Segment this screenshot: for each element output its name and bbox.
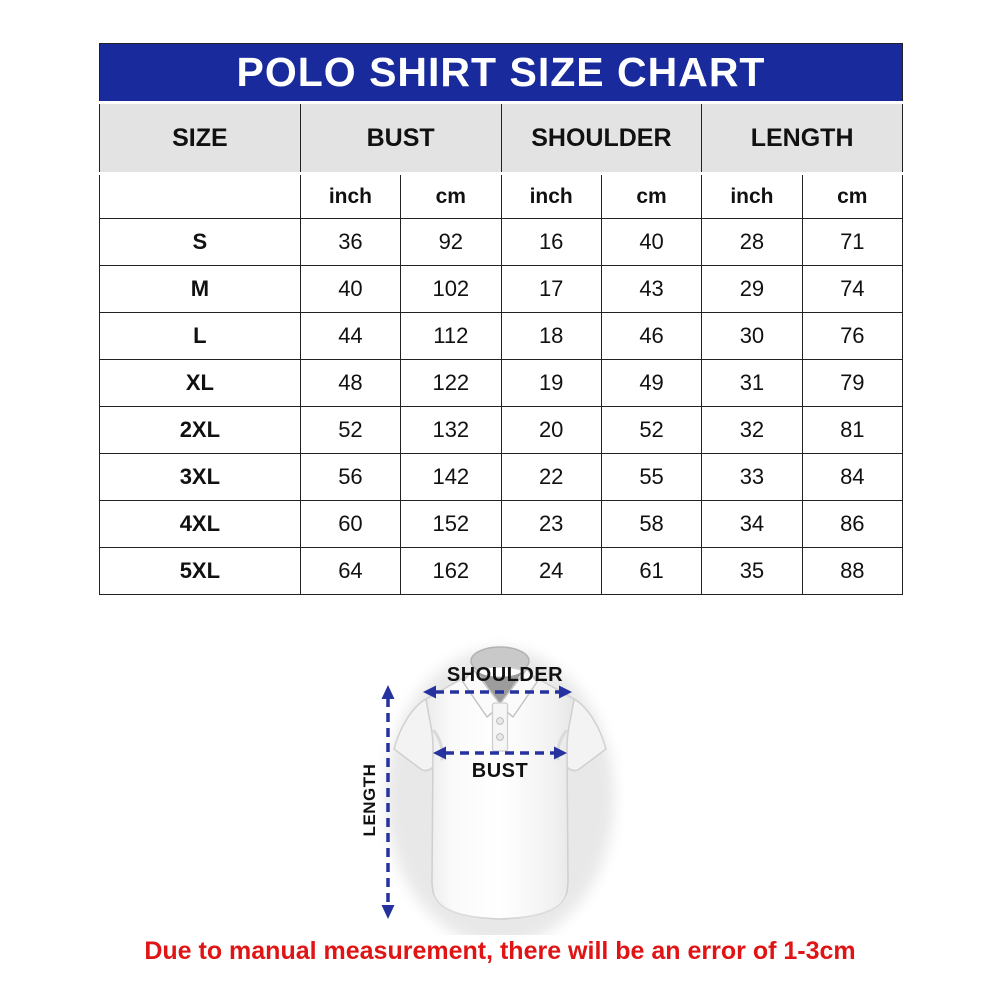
shoulder-label: SHOULDER [446,664,564,686]
cell: 56 [300,454,400,501]
unit-header-row [100,174,903,219]
size-cell: S [100,219,301,266]
measurement-note: Due to manual measurement, there will be an error of 1-3cm [144,937,856,965]
cell: 162 [401,548,501,595]
cell: 61 [601,548,701,595]
size-cell: 4XL [100,501,301,548]
cell: 112 [401,313,501,360]
table-row [100,548,903,595]
unit-cell: inch [702,174,802,219]
cell: 17 [501,266,601,313]
cell: 84 [802,454,902,501]
table-row [100,454,903,501]
cell: 49 [601,360,701,407]
cell: 58 [601,501,701,548]
cell: 22 [501,454,601,501]
unit-blank-cell [100,174,301,219]
cell: 60 [300,501,400,548]
cell: 92 [401,219,501,266]
bust-label: BUST [471,760,529,782]
cell: 23 [501,501,601,548]
cell: 28 [702,219,802,266]
table-row [100,266,903,313]
table-row [100,219,903,266]
header-bust: BUST [300,103,501,174]
cell: 40 [300,266,400,313]
cell: 52 [300,407,400,454]
cell: 29 [702,266,802,313]
cell: 44 [300,313,400,360]
cell: 132 [401,407,501,454]
button-top [497,718,504,725]
unit-cell: cm [601,174,701,219]
cell: 43 [601,266,701,313]
size-chart [99,43,903,595]
unit-cell: inch [501,174,601,219]
cell: 122 [401,360,501,407]
cell: 74 [802,266,902,313]
cell: 79 [802,360,902,407]
placket [493,703,508,751]
table-row [100,407,903,454]
chart-title: POLO SHIRT SIZE CHART [100,44,903,103]
cell: 40 [601,219,701,266]
unit-cell: cm [401,174,501,219]
title-banner [100,44,903,103]
button-bottom [497,734,504,741]
cell: 24 [501,548,601,595]
shirt-diagram [330,635,670,935]
cell: 46 [601,313,701,360]
size-cell: L [100,313,301,360]
cell: 35 [702,548,802,595]
unit-cell: cm [802,174,902,219]
header-size: SIZE [100,103,301,174]
column-group-header-row [100,103,903,174]
cell: 102 [401,266,501,313]
cell: 55 [601,454,701,501]
size-chart-table [99,43,903,595]
cell: 33 [702,454,802,501]
cell: 16 [501,219,601,266]
cell: 34 [702,501,802,548]
header-shoulder: SHOULDER [501,103,702,174]
cell: 30 [702,313,802,360]
size-cell: 5XL [100,548,301,595]
cell: 19 [501,360,601,407]
table-row [100,313,903,360]
size-cell: XL [100,360,301,407]
cell: 18 [501,313,601,360]
cell: 48 [300,360,400,407]
cell: 86 [802,501,902,548]
cell: 32 [702,407,802,454]
cell: 142 [401,454,501,501]
cell: 31 [702,360,802,407]
header-length: LENGTH [702,103,903,174]
table-row [100,360,903,407]
size-cell: 3XL [100,454,301,501]
cell: 64 [300,548,400,595]
size-cell: 2XL [100,407,301,454]
table-row [100,501,903,548]
cell: 20 [501,407,601,454]
cell: 36 [300,219,400,266]
cell: 81 [802,407,902,454]
cell: 71 [802,219,902,266]
length-label: LENGTH [360,763,379,837]
cell: 76 [802,313,902,360]
cell: 52 [601,407,701,454]
cell: 152 [401,501,501,548]
cell: 88 [802,548,902,595]
size-cell: M [100,266,301,313]
unit-cell: inch [300,174,400,219]
